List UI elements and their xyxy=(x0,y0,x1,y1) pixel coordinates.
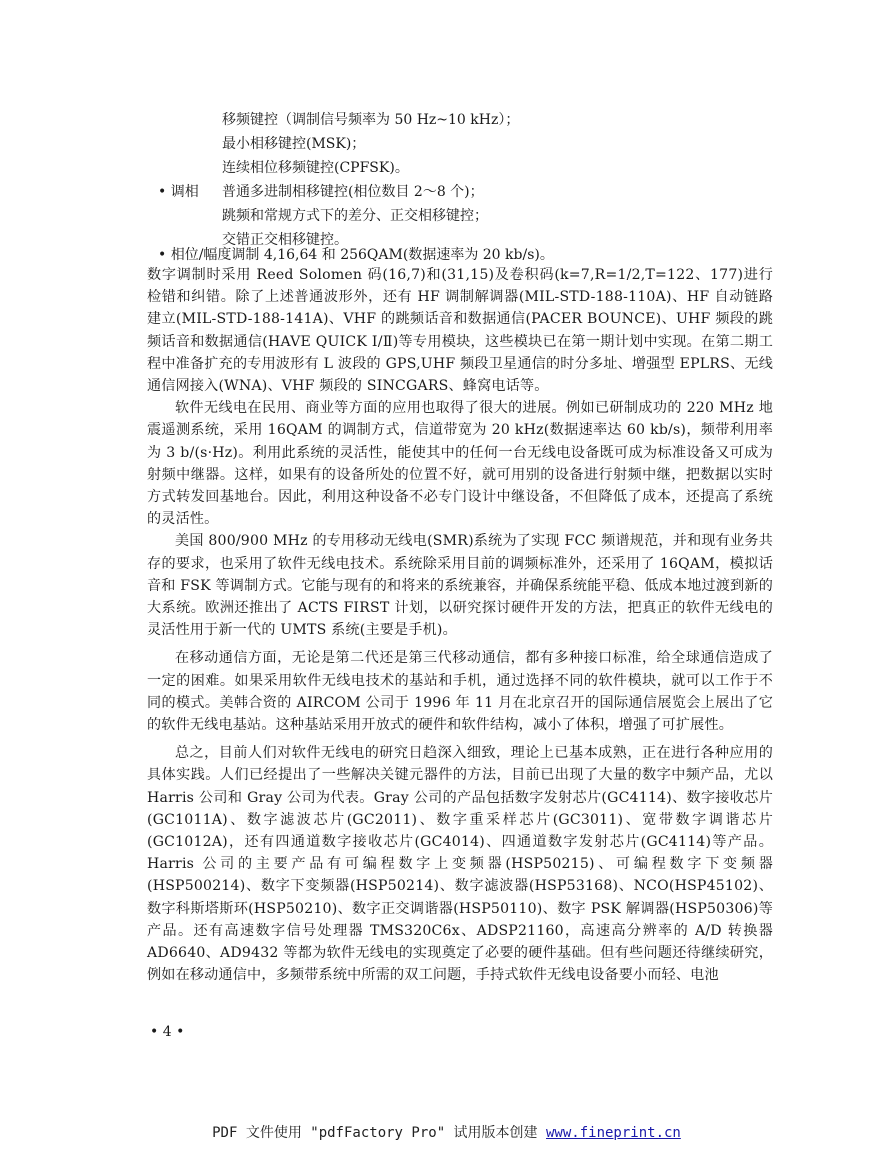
paragraph: 在移动通信方面，无论是第二代还是第三代移动通信，都有多种接口标准，给全球通信造成了一定的困难。如果采用软件无线电技术的基站和手机，通过选择不同的软件模块，就可以工作于不同的模式。美韩合资的 AIRCOM 公司于 1996 年 11 月在北京召开的国际通信展览会上展出了它的软件无线电基站。这种基站采用开放式的硬件和软件结构，减小了体积，增强了可扩展性。 xyxy=(147,650,773,734)
page-number: • 4 • xyxy=(150,1024,185,1040)
pdf-footer xyxy=(0,1122,893,1142)
paragraph: 美国 800/900 MHz 的专用移动无线电(SMR)系统为了实现 FCC 频谱规范，并和现有业务共存的要求，也采用了软件无线电技术。系统除采用目前的调频标准外，还采用了 16QAM，模拟话音和 FSK 等调制方式。它能与现有的和将来的系统兼容，并确保系统能平稳、低成本地过渡到新的大系统。欧洲还推出了 ACTS FIRST 计划，以研究探讨硬件开发的方法，把真正的软件无线电的灵活性用于新一代的 UMTS 系统(主要是手机)。 xyxy=(147,533,773,639)
paragraph: 总之，目前人们对软件无线电的研究日趋深入细致，理论上已基本成熟，正在进行各种应用的具体实践。人们已经提出了一些解决关键元器件的方法，目前已出现了大量的数字中频产品，尤以 Harris 公司和 Gray 公司为代表。Gray 公司的产品包括数字发射芯片(GC4114)、数字接收芯片(GC1011A)、数字滤波芯片(GC2011)、数字重采样芯片(GC3011)、宽带数字调谐芯片(GC1012A)，还有四通道数字接收芯片(GC4014)、四通道数字发射芯片(GC4114)等产品。Harris 公司的主要产品有可编程数字上变频器(HSP50215)、可编程数字下变频器(HSP500214)、数字下变频器(HSP50214)、数字滤波器(HSP53168)、NCO(HSP45102)、数字科斯塔斯环(HSP50210)、数字正交调谐器(HSP50110)、数字 PSK 解调器(HSP50306)等产品。还有高速数字信号处理器 TMS320C6x、ADSP21160，高速高分辨率的 A/D 转换器 AD6640、AD9432 等都为软件无线电的实现奠定了必要的硬件基础。但有些问题还待继续研究，例如在移动通信中，多频带系统中所需的双工问题，手持式软件无线电设备要小而轻、电池 xyxy=(147,745,773,984)
list-item-fsk: 移频键控（调制信号频率为 50 Hz~10 kHz）； xyxy=(222,112,520,128)
list-item-msk: 最小相移键控(MSK)； xyxy=(222,136,366,152)
list-item-phase-2: 跳频和常规方式下的差分、正交相移键控； xyxy=(222,208,488,224)
list-item-cpfsk: 连续相位移频键控(CPFSK)。 xyxy=(222,160,409,176)
bullet-label-phase: • 调相 xyxy=(158,184,199,200)
paragraph: 软件无线电在民用、商业等方面的应用也取得了很大的进展。例如已研制成功的 220 MHz 地震遥测系统，采用 16QAM 的调制方式，信道带宽为 20 kHz(数据速率达 60 kb/s)，频带利用率为 3 b/(s·Hz)。利用此系统的灵活性，能使其中的任何一台无线电设备既可成为标准设备又可成为射频中继器。这样，如果有的设备所处的位置不好，就可用别的设备进行射频中继，把数据以实时方式转发回基地台。因此，利用这种设备不必专门设计中继设备，不但降低了成本，还提高了系统的灵活性。 xyxy=(147,400,773,528)
footer-link[interactable]: www.fineprint.cn xyxy=(546,1125,681,1141)
list-item-phase-3: 交错正交相移键控。 xyxy=(222,232,348,248)
list-item-phase-1: 普通多进制相移键控(相位数目 2～8 个)； xyxy=(222,184,484,200)
paragraph: 数字调制时采用 Reed Solomen 码(16,7)和(31,15)及卷积码(k=7,R=1/2,T=122、177)进行检错和纠错。除了上述普通波形外，还有 HF 调制解调器(MIL-STD-188-110A)、HF 自动链路建立(MIL-STD-188-141A)、VHF 的跳频话音和数据通信(PACER BOUNCE)、UHF 频段的跳频话音和数据通信(HAVE QUICK Ⅰ/Ⅱ)等专用模块，这些模块已在第一期计划中实现。在第二期工程中准备扩充的专用波形有 L 波段的 GPS,UHF 频段卫星通信的时分多址、增强型 EPLRS、无线通信网接入(WNA)、VHF 频段的 SINCGARS、蜂窝电话等。 xyxy=(147,267,773,395)
footer-text: PDF 文件使用 "pdfFactory Pro" 试用版本创建 xyxy=(212,1125,546,1141)
list-item-qam: • 相位/幅度调制 4,16,64 和 256QAM(数据速率为 20 kb/s)。 xyxy=(158,247,554,263)
body-text xyxy=(147,264,773,987)
